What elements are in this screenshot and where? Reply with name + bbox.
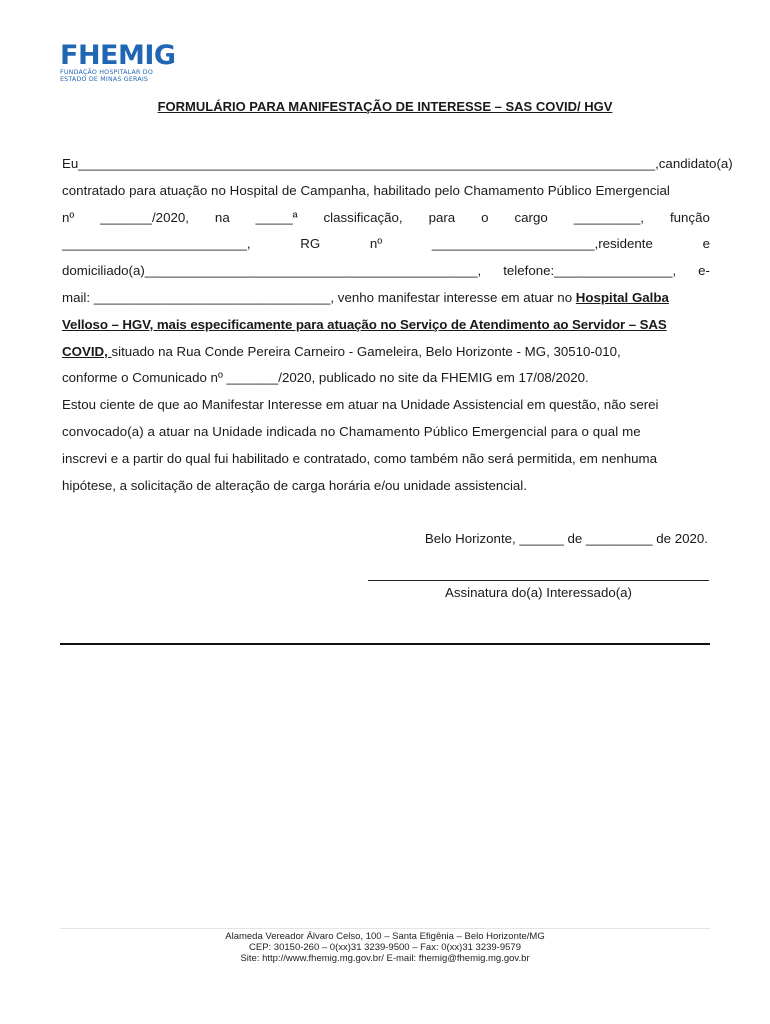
cargo-field[interactable]: _________, [573,210,644,225]
fhemig-logo [60,42,178,82]
line-email [62,290,710,306]
hospital-name-line: Velloso – HGV, mais especificamente para atuação no Serviço de Atendimento ao Servidor – SAS [62,317,667,332]
line-location [62,344,710,360]
paragraph-line-1: Estou ciente de que ao Manifestar Interesse em atuar na Unidade Assistencial em questão, não serei [62,397,659,412]
email-field[interactable]: mail: ________________________________, venho manifestar interesse em atuar no [62,290,576,305]
address-field[interactable]: domiciliado(a)_____________________________________________, [62,263,482,278]
label-funcao: função [669,210,710,225]
rank-field[interactable]: _____ª [255,210,298,225]
label-cargo: cargo [514,210,548,225]
logo-subtitle-1: FUNDAÇÃO HOSPITALAR DO [60,69,153,76]
label-classificacao: classificação, [323,210,403,225]
label-rg: RG [300,236,321,251]
name-field[interactable]: Eu______________________________________________________________________________, [62,156,659,171]
hospital-name-start: Hospital Galba [575,290,669,305]
line-rg [62,236,710,252]
form-title: FORMULÁRIO PARA MANIFESTAÇÃO DE INTERESSE – SAS COVID/ HGV [157,99,613,114]
line-address [62,263,710,279]
location-text: situado na Rua Conde Pereira Carneiro - Gameleira, Belo Horizonte - MG, 30510-010, [111,344,621,359]
candidate-label: candidato(a) [658,156,733,171]
logo-subtitle-2: ESTADO DE MINAS GERAIS [60,76,149,83]
date-line[interactable]: Belo Horizonte, ______ de _________ de 2020. [424,531,708,546]
line-name [62,156,733,172]
phone-field[interactable]: telefone:________________, [503,263,677,278]
paragraph-line-4: hipótese, a solicitação de alteração de carga horária e/ou unidade assistencial. [62,478,527,493]
line-classification [62,210,710,226]
line-comunicado: conforme o Comunicado nº _______/2020, publicado no site da FHEMIG em 17/08/2020. [62,370,589,385]
number-field[interactable]: _______/2020, [100,210,189,225]
logo-wordmark: FHEMIG [60,40,176,71]
label-o: o [481,210,489,225]
signature-line[interactable] [368,580,709,581]
footer-web: Site: http://www.fhemig.mg.gov.br/ E-mail: fhemig@fhemig.mg.gov.br [240,953,530,964]
rg-field[interactable]: ______________________,residente [431,236,653,251]
sas-covid-label: COVID, [62,344,112,359]
label-e: e [702,236,710,251]
signature-caption: Assinatura do(a) Interessado(a) [445,585,632,600]
divider-line [60,643,710,645]
label-para: para [428,210,456,225]
label-rg-no: nº [369,236,383,251]
paragraph-line-2: convocado(a) a atuar na Unidade indicada no Chamamento Público Emergencial para o qual me [62,424,641,439]
label-email-prefix: e- [698,263,710,278]
function-field[interactable]: _________________________, [62,236,251,251]
footer-phones: CEP: 30150-260 – 0(xx)31 3239-9500 – Fax: 0(xx)31 3239-9579 [249,942,521,953]
footer-divider [60,928,710,929]
paragraph-line-3: inscrevi e a partir do qual fui habilitado e contratado, como também não será permitida, em nenhuma [62,451,657,466]
label-na: na [214,210,230,225]
line-contract: contratado para atuação no Hospital de Campanha, habilitado pelo Chamamento Público Emergencial [62,183,670,198]
label-no: nº [62,210,75,225]
footer-address: Alameda Vereador Álvaro Celso, 100 – Santa Efigênia – Belo Horizonte/MG [225,931,545,942]
